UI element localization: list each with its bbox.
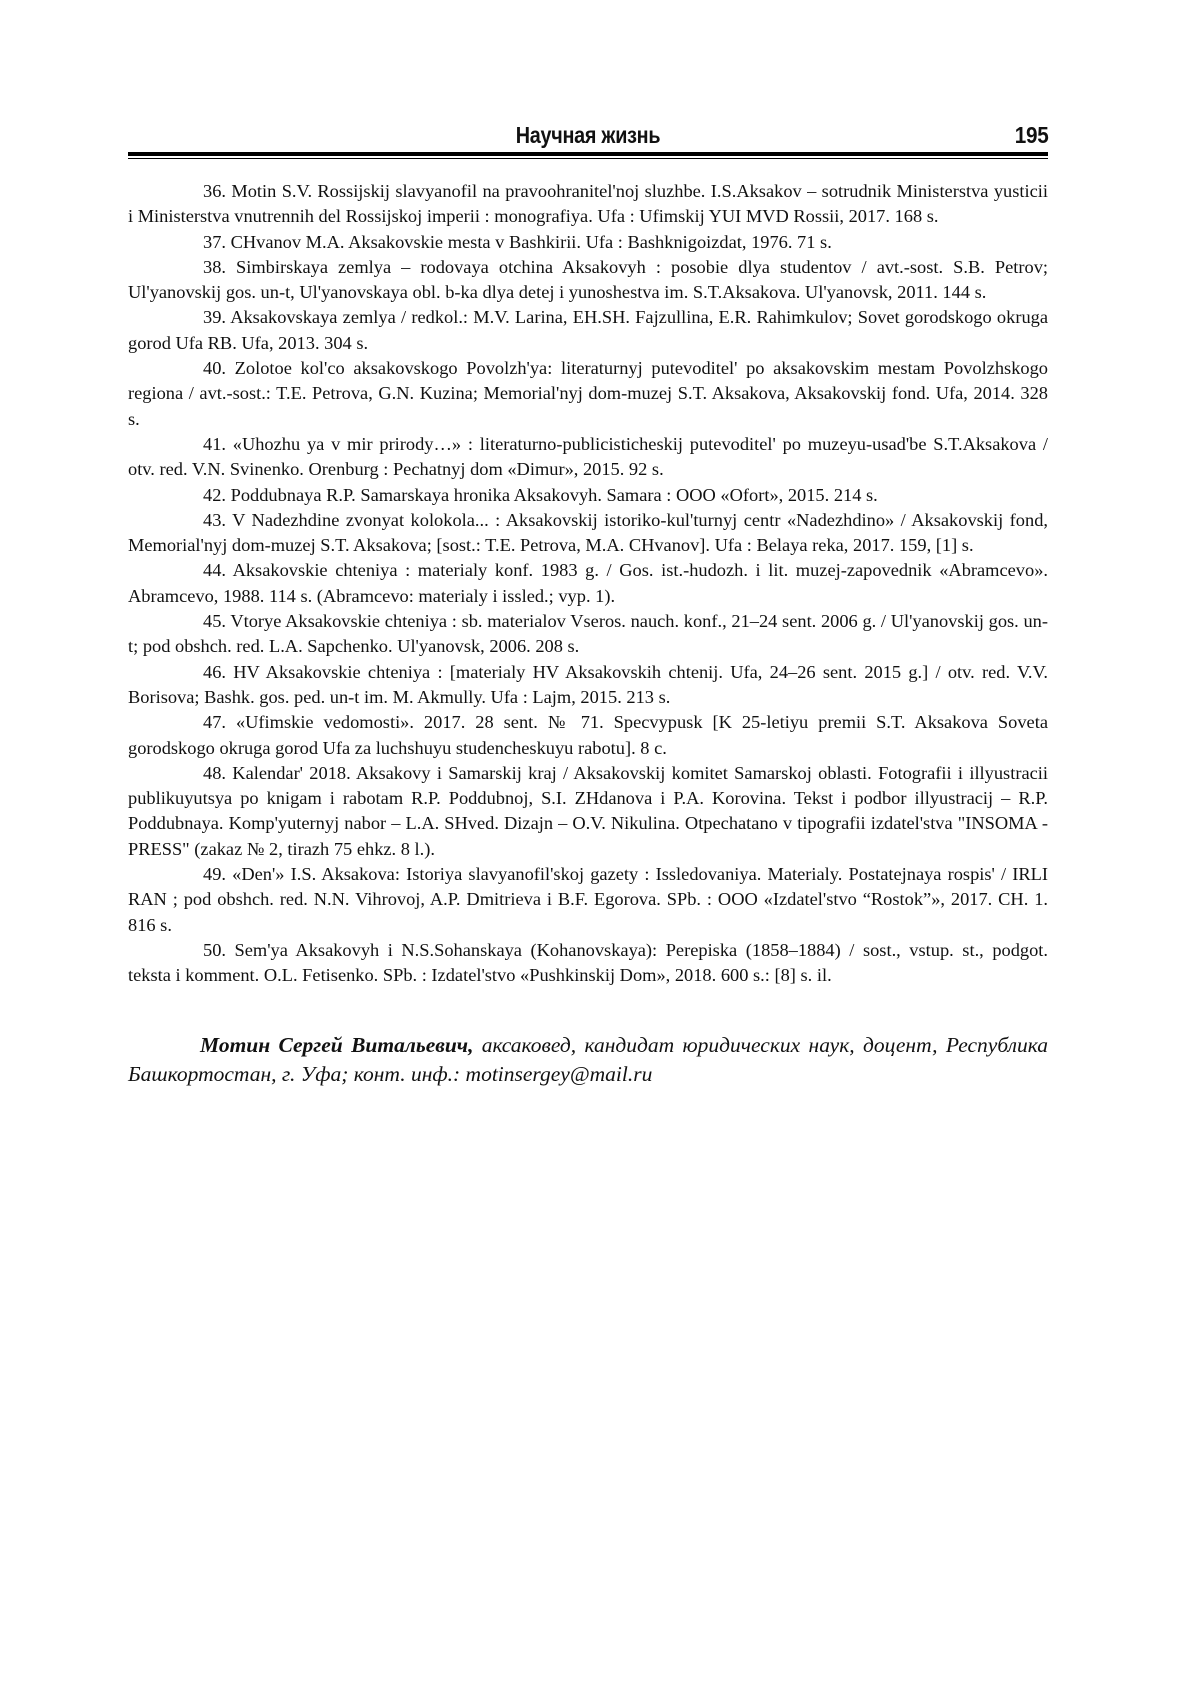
reference-item-43: 43. V Nadezhdine zvonyat kolokola... : Aksakovskij istoriko-kul'turnyj centr «Nadezhdino» / Aksakovskij fond, Memorial'nyj dom-muzej S.T. Aksakova; [sost.: T.E. Petrova, M.A. CHvanov]. Ufa : Belaya reka, 2017. 159, [1] s. — [128, 509, 1048, 556]
reference-list — [128, 179, 1048, 989]
section-title: Научная жизнь — [515, 122, 661, 148]
author-info — [128, 1031, 1048, 1089]
author-name: Мотин Сергей Витальевич, — [200, 1032, 474, 1057]
author-details: аксаковед, кандидат юридических наук, доцент, Республика Башкортостан, г. Уфа; конт. инф.: motinsergey@mail.ru — [128, 1032, 1048, 1086]
reference-item-38: 38. Simbirskaya zemlya – rodovaya otchina Aksakovyh : posobie dlya studentov / avt.-sost. S.B. Petrov; Ul'yanovskij gos. un-t, Ul'yanovskaya obl. b-ka dlya detej i yunoshestva im. S.T.Aksakova. Ul'yanovsk, 2011. 144 s. — [128, 256, 1048, 303]
reference-item-48: 48. Kalendar' 2018. Aksakovy i Samarskij kraj / Aksakovskij komitet Samarskoj oblasti. Fotografii i illyustracii publikuyutsya po knigam i rabotam R.P. Poddubnoj, S.I. ZHdanova i P.A. Korovina. Tekst i podbor illyustracij – R.P. Poddubnaya. Komp'yuternyj nabor – L.A. SHved. Dizajn – O.V. Nikulina. Otpechatano v tipografii izdatel'stva "INSOMA - PRESS" (zakaz № 2, tirazh 75 ehkz. 8 l.). — [128, 762, 1048, 859]
reference-item-45: 45. Vtorye Aksakovskie chteniya : sb. materialov Vseros. nauch. konf., 21–24 sent. 2006 g. / Ul'yanovskij gos. un-t; pod obshch. red. L.A. Sapchenko. Ul'yanovsk, 2006. 208 s. — [128, 611, 1048, 657]
reference-item-46: 46. HV Aksakovskie chteniya : [materialy HV Aksakovskih chtenij. Ufa, 24–26 sent. 2015 g.] / otv. red. V.V. Borisova; Bashk. gos. ped. un-t im. M. Akmully. Ufa : Lajm, 2015. 213 s. — [128, 661, 1048, 707]
reference-item-37: 37. CHvanov M.A. Aksakovskie mesta v Bashkirii. Ufa : Bashknigoizdat, 1976. 71 s. — [203, 231, 832, 252]
document-page — [128, 118, 1048, 1110]
reference-item-41: 41. «Uhozhu ya v mir prirody…» : literaturno-publicisticheskij putevoditel' po muzeyu-usad'be S.T.Aksakova / otv. red. V.N. Svinenko. Orenburg : Pechatnyj dom «Dimur», 2015. 92 s. — [128, 433, 1048, 480]
reference-item-49: 49. «Den'» I.S. Aksakova: Istoriya slavyanofil'skoj gazety : Issledovaniya. Materialy. Postatejnaya rospis' / IRLI RAN ; pod obshch. red. N.N. Vihrovoj, A.P. Dmitrieva i B.F. Egorova. SPb. : OOO «Izdatel'stvo “Rostok”», 2017. CH. 1. 816 s. — [128, 864, 1048, 935]
header-rule-thick — [128, 152, 1048, 156]
reference-item-42: 42. Poddubnaya R.P. Samarskaya hronika Aksakovyh. Samara : OOO «Ofort», 2015. 214 s. — [203, 484, 878, 505]
reference-item-40: 40. Zolotoe kol'co aksakovskogo Povolzh'ya: literaturnyj putevoditel' po aksakovskim mestam Povolzhskogo regiona / avt.-sost.: T.E. Petrova, G.N. Kuzina; Memorial'nyj dom-muzej S.T. Aksakova, Aksakovskij fond. Ufa, 2014. 328 s. — [128, 358, 1048, 429]
running-header — [128, 118, 1048, 152]
reference-item-44: 44. Aksakovskie chteniya : materialy konf. 1983 g. / Gos. ist.-hudozh. i lit. muzej-zapovednik «Abramcevo». Abramcevo, 1988. 114 s. (Abramcevo: materialy i issled.; vyp. 1). — [128, 560, 1048, 606]
reference-item-39: 39. Aksakovskaya zemlya / redkol.: M.V. Larina, EH.SH. Fajzullina, E.R. Rahimkulov; Sovet gorodskogo okruga gorod Ufa RB. Ufa, 2013. 304 s. — [128, 307, 1048, 353]
reference-item-36: 36. Motin S.V. Rossijskij slavyanofil na pravoohranitel'noj sluzhbe. I.S.Aksakov – sotrudnik Ministerstva yusticii i Ministerstva vnutrennih del Rossijskoj imperii : monografiya. Ufa : Ufimskij YUI MVD Rossii, 2017. 168 s. — [128, 181, 1048, 227]
page-number: 195 — [1014, 122, 1048, 148]
header-rule-thin — [128, 158, 1048, 159]
reference-item-47: 47. «Ufimskie vedomosti». 2017. 28 sent. № 71. Specvypusk [K 25-letiyu premii S.T. Aksakova Soveta gorodskogo okruga gorod Ufa za luchshuyu studencheskuyu rabotu]. 8 c. — [128, 712, 1048, 758]
reference-item-50: 50. Sem'ya Aksakovyh i N.S.Sohanskaya (Kohanovskaya): Perepiska (1858–1884) / sost., vstup. st., podgot. teksta i komment. O.L. Fetisenko. SPb. : Izdatel'stvo «Pushkinskij Dom», 2018. 600 s.: [8] s. il. — [128, 939, 1048, 986]
